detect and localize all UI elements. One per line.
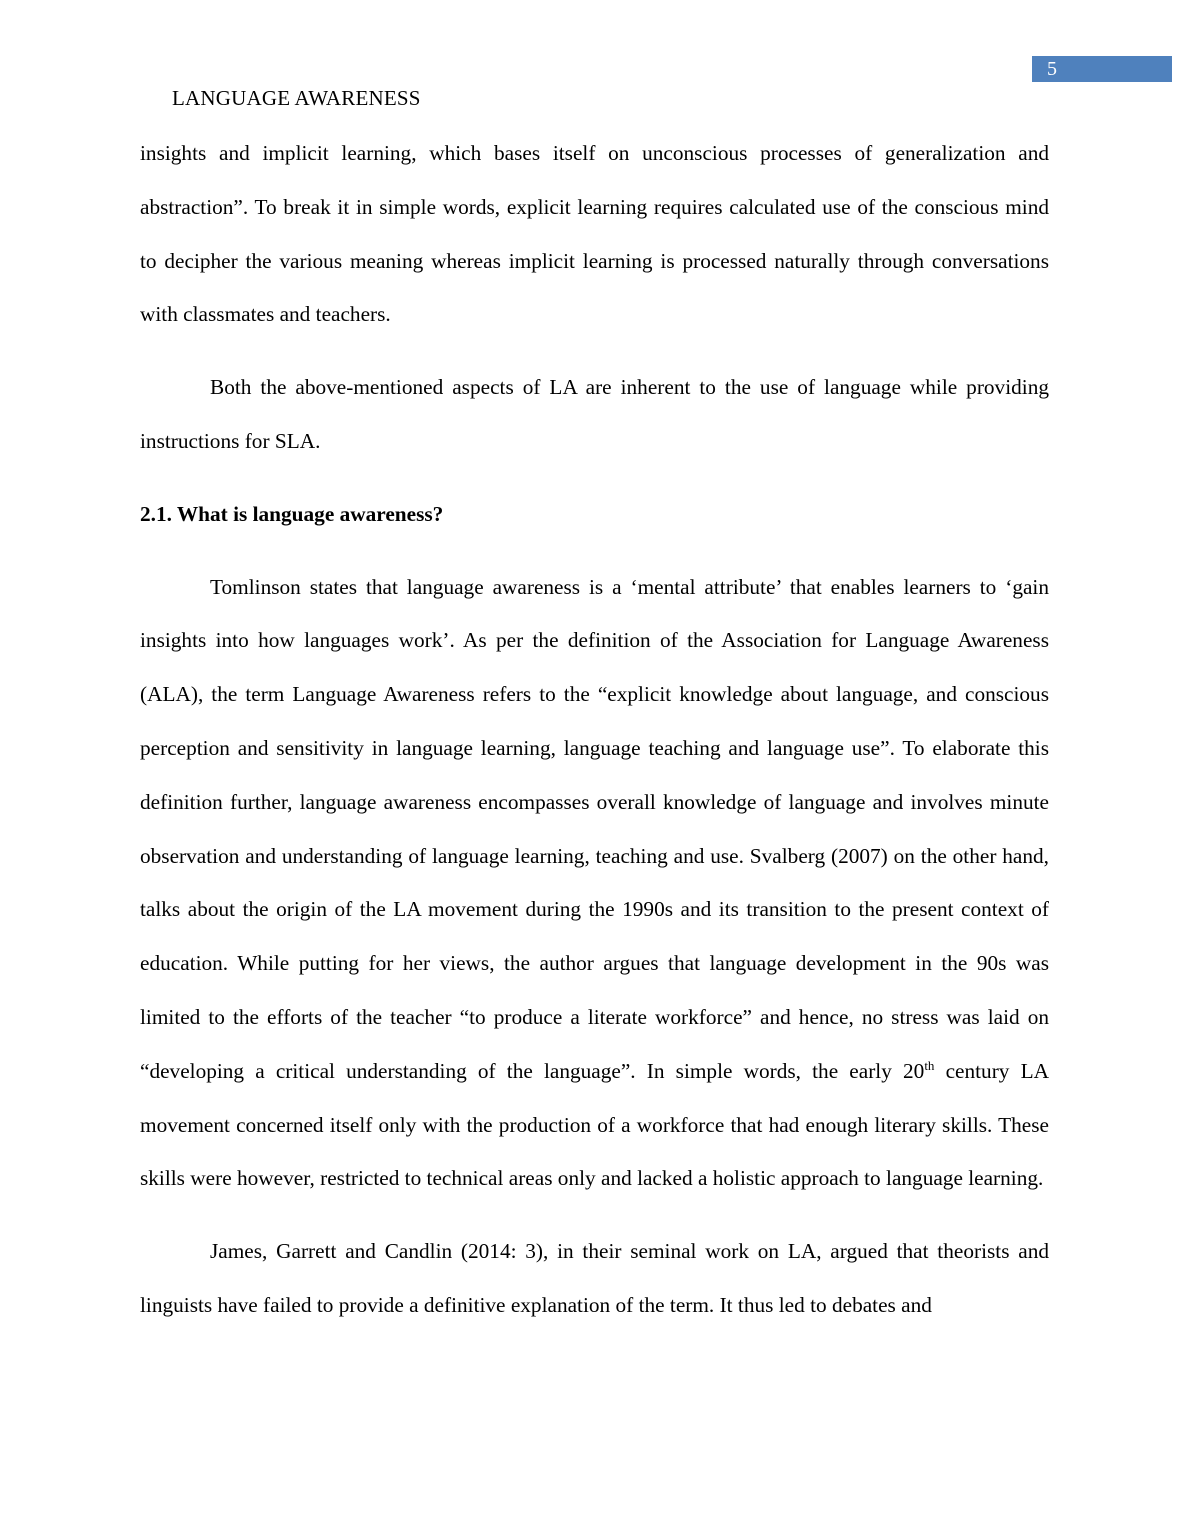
section-heading: 2.1. What is language awareness? [140,501,444,526]
page-number-box [1032,56,1172,82]
paragraph-tomlinson [140,561,1049,1207]
running-head: LANGUAGE AWARENESS [172,86,421,110]
paragraph-la-aspects: Both the above-mentioned aspects of LA are inherent to the use of language while providing instructions for SLA. [140,375,1049,453]
page-number: 5 [1047,58,1057,80]
paragraph-tomlinson-text: Tomlinson states that language awareness is a ‘mental attribute’ that enables learners to ‘gain insights into how languages work’. As per the definition of the Association for Language Awareness (ALA), the term Language Awareness refers to the “explicit knowledge about language, and conscious perception and sensitivity in language learning, language teaching and language use”. To elaborate this definition further, language awareness encompasses overall knowledge of language and involves minute observation and understanding of language learning, teaching and use. Svalberg (2007) on the other hand, talks about the origin of the LA movement during the 1990s and its transition to the present context of education. While putting for her views, the author argues that language development in the 90s was limited to the efforts of the teacher “to produce a literate workforce” and hence, no stress was laid on “developing a critical understanding of the language”. In simple words, the early 20 [140,574,1049,1083]
paragraph-james-garrett-candlin: James, Garrett and Candlin (2014: 3), in their seminal work on LA, argued that theorists and linguists have failed to provide a definitive explanation of the term. It thus led to debates and [140,1239,1049,1317]
ordinal-superscript: th [924,1057,935,1073]
document-body [140,127,1049,1352]
paragraph-tomlinson-text-continued: century LA movement concerned itself only with the production of a workforce that had enough literary skills. These skills were however, restricted to technical areas only and lacked a holistic approach to language learning. [140,1058,1049,1191]
paragraph-continuation: insights and implicit learning, which bases itself on unconscious processes of generalization and abstraction”. To break it in simple words, explicit learning requires calculated use of the conscious mind to decipher the various meaning whereas implicit learning is processed naturally through conversations with classmates and teachers. [140,141,1049,327]
